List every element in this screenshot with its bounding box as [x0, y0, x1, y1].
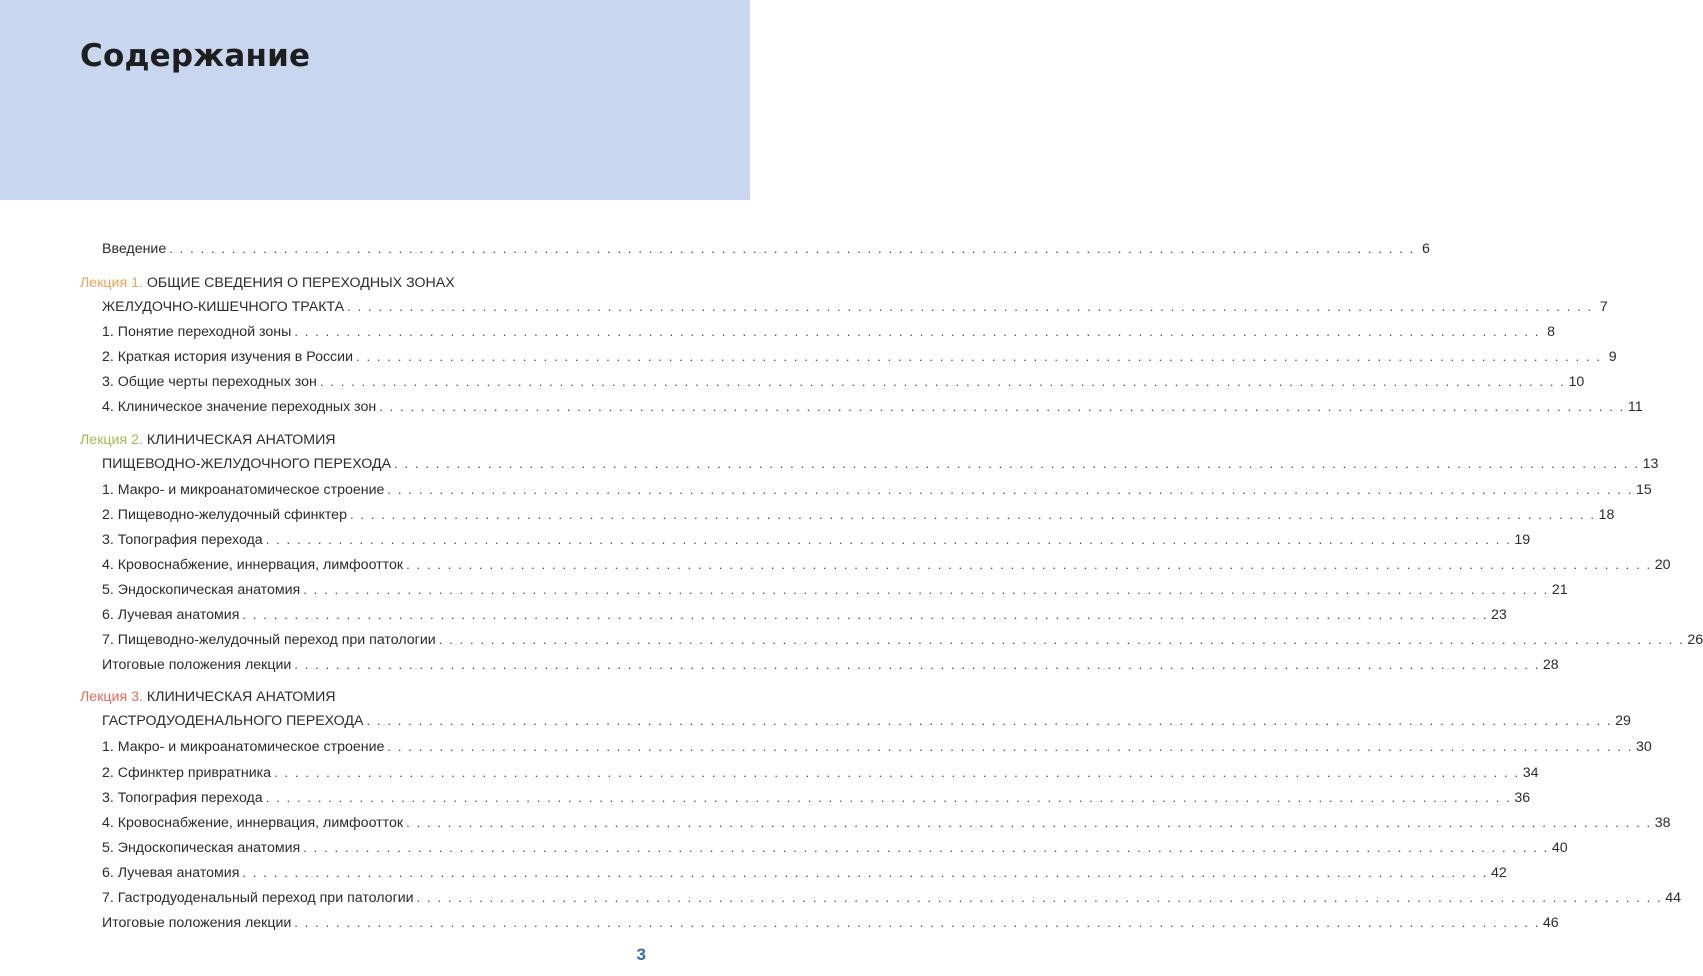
lecture-title-line2-entry[interactable] [102, 711, 1631, 731]
toc-entry-label: Итоговые положения лекции [102, 657, 292, 673]
page-title: Содержание [80, 38, 311, 74]
toc-entry-page: 20 [1654, 557, 1671, 573]
toc-entry-label: 5. Эндоскопическая анатомия [102, 840, 301, 856]
toc-entry-label: 4. Кровоснабжение, иннервация, лимфоотток [102, 557, 404, 573]
toc-entry-page: 36 [1514, 790, 1531, 806]
toc-entry-page: 34 [1522, 765, 1539, 781]
dot-leader: . . . . . . . . . . . . . . . . . . . . . . . . . . . . . . . . . . . . . . . . . . . . . . . . . . . . . . . . . . . . . . . . . . . . . . . . . . . . . . . . . . . . . . . . . . . . . . . . . . . . . . . . . . . . . . . . . . . . . . . . [169, 241, 1415, 256]
toc-entry-label: 2. Сфинктер привратника [102, 765, 272, 781]
toc-entry-label: 2. Краткая история изучения в России [102, 349, 354, 365]
page-number: 3 [636, 945, 646, 964]
toc-entry-page: 10 [1568, 374, 1585, 390]
dot-leader: . . . . . . . . . . . . . . . . . . . . . . . . . . . . . . . . . . . . . . . . . . . . . . . . . . . . . . . . . . . . . . . . . . . . . . . . . . . . . . . . . . . . . . . . . . . . . . . . . . . . . . . . . . . . . . . . . . . . . . . . [242, 607, 1489, 622]
dot-leader: . . . . . . . . . . . . . . . . . . . . . . . . . . . . . . . . . . . . . . . . . . . . . . . . . . . . . . . . . . . . . . . . . . . . . . . . . . . . . . . . . . . . . . . . . . . . . . . . . . . . . . . . . . . . . . . . . . . . . . . . [303, 840, 1549, 855]
lecture-heading[interactable] [80, 273, 455, 293]
toc-entry-label: 1. Понятие переходной зоны [102, 324, 292, 340]
toc-entry-page: 11 [1627, 399, 1643, 415]
toc-entry-label: 7. Гастродуоденальный переход при патологии [102, 890, 414, 906]
toc-entry-label: 3. Топография перехода [102, 790, 263, 806]
lecture-title-line1: КЛИНИЧЕСКАЯ АНАТОМИЯ [142, 689, 336, 705]
dot-leader: . . . . . . . . . . . . . . . . . . . . . . . . . . . . . . . . . . . . . . . . . . . . . . . . . . . . . . . . . . . . . . . . . . . . . . . . . . . . . . . . . . . . . . . . . . . . . . . . . . . . . . . . . . . . . . . . . . . . . . . . [394, 456, 1640, 471]
toc-entry[interactable] [102, 322, 1555, 342]
toc-entry-label: 5. Эндоскопическая анатомия [102, 582, 301, 598]
toc-entry[interactable] [102, 655, 1559, 675]
dot-leader: . . . . . . . . . . . . . . . . . . . . . . . . . . . . . . . . . . . . . . . . . . . . . . . . . . . . . . . . . . . . . . . . . . . . . . . . . . . . . . . . . . . . . . . . . . . . . . . . . . . . . . . . . . . . . . . . . . . . . . . . [387, 739, 1634, 754]
dot-leader: . . . . . . . . . . . . . . . . . . . . . . . . . . . . . . . . . . . . . . . . . . . . . . . . . . . . . . . . . . . . . . . . . . . . . . . . . . . . . . . . . . . . . . . . . . . . . . . . . . . . . . . . . . . . . . . . . . . . . . . . [294, 657, 1540, 672]
dot-leader: . . . . . . . . . . . . . . . . . . . . . . . . . . . . . . . . . . . . . . . . . . . . . . . . . . . . . . . . . . . . . . . . . . . . . . . . . . . . . . . . . . . . . . . . . . . . . . . . . . . . . . . . . . . . . . . . . . . . . . . . [416, 890, 1663, 905]
dot-leader: . . . . . . . . . . . . . . . . . . . . . . . . . . . . . . . . . . . . . . . . . . . . . . . . . . . . . . . . . . . . . . . . . . . . . . . . . . . . . . . . . . . . . . . . . . . . . . . . . . . . . . . . . . . . . . . . . . . . . . . . [294, 324, 1540, 339]
toc-entry-page: 28 [1542, 657, 1559, 673]
toc-entry[interactable] [102, 480, 1652, 500]
toc-entry-label: 4. Кровоснабжение, иннервация, лимфоотток [102, 815, 404, 831]
toc-entry-page: 15 [1636, 482, 1652, 498]
toc-entry[interactable] [102, 763, 1539, 783]
toc-entry[interactable] [102, 580, 1568, 600]
toc-entry-page: 42 [1491, 865, 1507, 881]
lecture-heading[interactable] [80, 430, 336, 450]
toc-entry-page: 30 [1636, 739, 1652, 755]
lecture-number: Лекция 1. [80, 275, 143, 291]
dot-leader: . . . . . . . . . . . . . . . . . . . . . . . . . . . . . . . . . . . . . . . . . . . . . . . . . . . . . . . . . . . . . . . . . . . . . . . . . . . . . . . . . . . . . . . . . . . . . . . . . . . . . . . . . . . . . . . . . . . . . . . . [356, 349, 1602, 364]
toc-entry-label: ПИЩЕВОДНО-ЖЕЛУДОЧНОГО ПЕРЕХОДА [102, 456, 392, 472]
toc-entry-label: Введение [102, 241, 167, 257]
toc-entry-page: 44 [1665, 890, 1682, 906]
toc-entry[interactable] [102, 888, 1682, 908]
toc-entry-label: ГАСТРОДУОДЕНАЛЬНОГО ПЕРЕХОДА [102, 713, 364, 729]
lecture-title-line1: ОБЩИЕ СВЕДЕНИЯ О ПЕРЕХОДНЫХ ЗОНАХ [142, 275, 455, 291]
toc-entry-page: 29 [1615, 713, 1631, 729]
toc-entry-page: 46 [1542, 915, 1559, 931]
toc-entry[interactable] [102, 737, 1652, 757]
toc-entry-page: 13 [1642, 456, 1659, 472]
toc-entry-page: 40 [1551, 840, 1568, 856]
dot-leader: . . . . . . . . . . . . . . . . . . . . . . . . . . . . . . . . . . . . . . . . . . . . . . . . . . . . . . . . . . . . . . . . . . . . . . . . . . . . . . . . . . . . . . . . . . . . . . . . . . . . . . . . . . . . . . . . . . . . . . . . [265, 532, 1512, 547]
dot-leader: . . . . . . . . . . . . . . . . . . . . . . . . . . . . . . . . . . . . . . . . . . . . . . . . . . . . . . . . . . . . . . . . . . . . . . . . . . . . . . . . . . . . . . . . . . . . . . . . . . . . . . . . . . . . . . . . . . . . . . . . [379, 399, 1625, 414]
toc-entry-label: 1. Макро- и микроанатомическое строение [102, 739, 385, 755]
toc-entry-label: 6. Лучевая анатомия [102, 607, 240, 623]
dot-leader: . . . . . . . . . . . . . . . . . . . . . . . . . . . . . . . . . . . . . . . . . . . . . . . . . . . . . . . . . . . . . . . . . . . . . . . . . . . . . . . . . . . . . . . . . . . . . . . . . . . . . . . . . . . . . . . . . . . . . . . . [406, 815, 1652, 830]
toc-entry-page: 23 [1491, 607, 1507, 623]
toc-entry[interactable] [102, 788, 1531, 808]
lecture-title-line2-entry[interactable] [102, 454, 1659, 474]
dot-leader: . . . . . . . . . . . . . . . . . . . . . . . . . . . . . . . . . . . . . . . . . . . . . . . . . . . . . . . . . . . . . . . . . . . . . . . . . . . . . . . . . . . . . . . . . . . . . . . . . . . . . . . . . . . . . . . . . . . . . . . . [366, 713, 1613, 728]
toc-entry-label: 3. Топография перехода [102, 532, 263, 548]
toc-entry[interactable] [102, 347, 1617, 367]
toc-entry-page: 8 [1547, 324, 1555, 340]
dot-leader: . . . . . . . . . . . . . . . . . . . . . . . . . . . . . . . . . . . . . . . . . . . . . . . . . . . . . . . . . . . . . . . . . . . . . . . . . . . . . . . . . . . . . . . . . . . . . . . . . . . . . . . . . . . . . . . . . . . . . . . . [294, 915, 1540, 930]
dot-leader: . . . . . . . . . . . . . . . . . . . . . . . . . . . . . . . . . . . . . . . . . . . . . . . . . . . . . . . . . . . . . . . . . . . . . . . . . . . . . . . . . . . . . . . . . . . . . . . . . . . . . . . . . . . . . . . . . . . . . . . . [319, 374, 1566, 389]
toc-entry-label: 7. Пищеводно-желудочный переход при патологии [102, 632, 436, 648]
lecture-number: Лекция 3. [80, 689, 143, 705]
toc-entry-page: 26 [1687, 632, 1703, 648]
toc-entry-page: 18 [1598, 507, 1615, 523]
toc-entry-label: 3. Общие черты переходных зон [102, 374, 317, 390]
toc-entry[interactable] [102, 863, 1507, 883]
dot-leader: . . . . . . . . . . . . . . . . . . . . . . . . . . . . . . . . . . . . . . . . . . . . . . . . . . . . . . . . . . . . . . . . . . . . . . . . . . . . . . . . . . . . . . . . . . . . . . . . . . . . . . . . . . . . . . . . . . . . . . . . [303, 582, 1549, 597]
toc-entry-intro[interactable] [102, 239, 1430, 259]
toc-entry[interactable] [102, 397, 1643, 417]
toc-entry[interactable] [102, 838, 1568, 858]
dot-leader: . . . . . . . . . . . . . . . . . . . . . . . . . . . . . . . . . . . . . . . . . . . . . . . . . . . . . . . . . . . . . . . . . . . . . . . . . . . . . . . . . . . . . . . . . . . . . . . . . . . . . . . . . . . . . . . . . . . . . . . . [265, 790, 1512, 805]
toc-entry[interactable] [102, 630, 1703, 650]
toc-entry-page: 9 [1608, 349, 1617, 365]
toc-entry[interactable] [102, 372, 1585, 392]
toc-entry-label: 2. Пищеводно-желудочный сфинктер [102, 507, 347, 523]
toc-entry-page: 38 [1654, 815, 1671, 831]
lecture-heading[interactable] [80, 687, 336, 707]
toc-entry-page: 6 [1421, 241, 1430, 257]
dot-leader: . . . . . . . . . . . . . . . . . . . . . . . . . . . . . . . . . . . . . . . . . . . . . . . . . . . . . . . . . . . . . . . . . . . . . . . . . . . . . . . . . . . . . . . . . . . . . . . . . . . . . . . . . . . . . . . . . . . . . . . . [274, 765, 1520, 780]
toc-entry-label: ЖЕЛУДОЧНО-КИШЕЧНОГО ТРАКТА [102, 299, 345, 315]
toc-entry[interactable] [102, 605, 1507, 625]
toc-entry-page: 21 [1551, 582, 1568, 598]
dot-leader: . . . . . . . . . . . . . . . . . . . . . . . . . . . . . . . . . . . . . . . . . . . . . . . . . . . . . . . . . . . . . . . . . . . . . . . . . . . . . . . . . . . . . . . . . . . . . . . . . . . . . . . . . . . . . . . . . . . . . . . . [438, 632, 1685, 647]
toc-entry[interactable] [102, 913, 1559, 933]
toc-entry-label: 1. Макро- и микроанатомическое строение [102, 482, 385, 498]
dot-leader: . . . . . . . . . . . . . . . . . . . . . . . . . . . . . . . . . . . . . . . . . . . . . . . . . . . . . . . . . . . . . . . . . . . . . . . . . . . . . . . . . . . . . . . . . . . . . . . . . . . . . . . . . . . . . . . . . . . . . . . . [242, 865, 1489, 880]
toc-entry-page: 7 [1599, 299, 1608, 315]
dot-leader: . . . . . . . . . . . . . . . . . . . . . . . . . . . . . . . . . . . . . . . . . . . . . . . . . . . . . . . . . . . . . . . . . . . . . . . . . . . . . . . . . . . . . . . . . . . . . . . . . . . . . . . . . . . . . . . . . . . . . . . . [406, 557, 1652, 572]
toc-entry-label: Итоговые положения лекции [102, 915, 292, 931]
toc-entry-label: 6. Лучевая анатомия [102, 865, 240, 881]
toc-entry[interactable] [102, 505, 1615, 525]
toc-entry-label: 4. Клиническое значение переходных зон [102, 399, 377, 415]
dot-leader: . . . . . . . . . . . . . . . . . . . . . . . . . . . . . . . . . . . . . . . . . . . . . . . . . . . . . . . . . . . . . . . . . . . . . . . . . . . . . . . . . . . . . . . . . . . . . . . . . . . . . . . . . . . . . . . . . . . . . . . . [349, 507, 1596, 522]
dot-leader: . . . . . . . . . . . . . . . . . . . . . . . . . . . . . . . . . . . . . . . . . . . . . . . . . . . . . . . . . . . . . . . . . . . . . . . . . . . . . . . . . . . . . . . . . . . . . . . . . . . . . . . . . . . . . . . . . . . . . . . . [387, 482, 1634, 497]
lecture-title-line2-entry[interactable] [102, 297, 1608, 317]
lecture-title-line1: КЛИНИЧЕСКАЯ АНАТОМИЯ [142, 432, 336, 448]
toc-entry[interactable] [102, 813, 1671, 833]
toc-entry[interactable] [102, 530, 1531, 550]
toc-entry[interactable] [102, 555, 1671, 575]
dot-leader: . . . . . . . . . . . . . . . . . . . . . . . . . . . . . . . . . . . . . . . . . . . . . . . . . . . . . . . . . . . . . . . . . . . . . . . . . . . . . . . . . . . . . . . . . . . . . . . . . . . . . . . . . . . . . . . . . . . . . . . . [347, 299, 1593, 314]
lecture-number: Лекция 2. [80, 432, 143, 448]
toc-entry-page: 19 [1514, 532, 1531, 548]
